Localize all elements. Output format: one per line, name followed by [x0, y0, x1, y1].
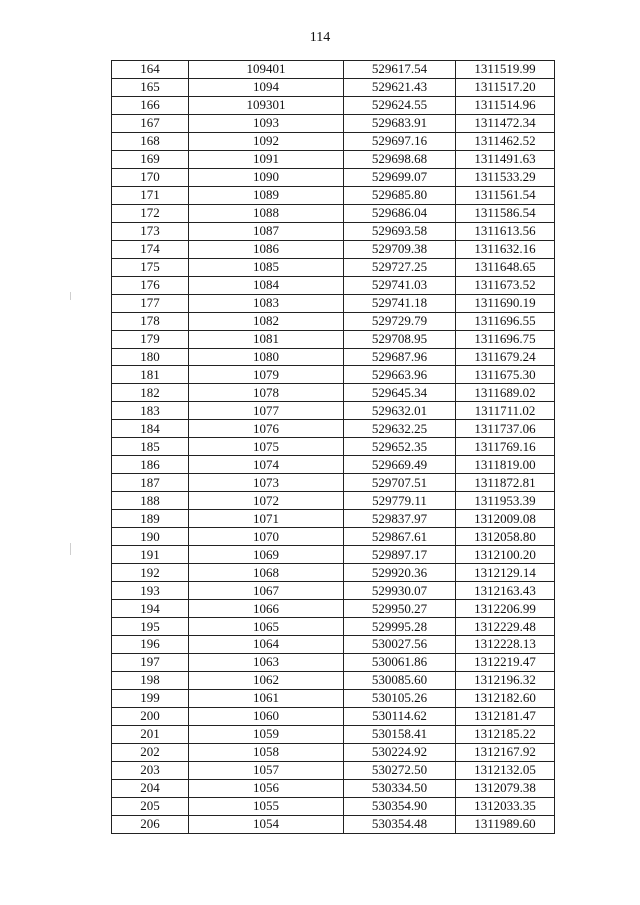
table-row — [112, 743, 555, 761]
point-id-cell: 1057 — [189, 761, 344, 779]
x-coordinate-cell: 529617.54 — [344, 61, 456, 79]
x-coordinate-cell: 529920.36 — [344, 564, 456, 582]
point-id-cell: 1055 — [189, 797, 344, 815]
row-number-cell: 169 — [112, 150, 189, 168]
x-coordinate-cell: 529685.80 — [344, 186, 456, 204]
y-coordinate-cell: 1311491.63 — [456, 150, 555, 168]
y-coordinate-cell: 1312129.14 — [456, 564, 555, 582]
table-row — [112, 61, 555, 79]
x-coordinate-cell: 530334.50 — [344, 779, 456, 797]
row-number-cell: 181 — [112, 366, 189, 384]
row-number-cell: 195 — [112, 618, 189, 636]
margin-mark — [70, 543, 71, 555]
x-coordinate-cell: 529693.58 — [344, 222, 456, 240]
row-number-cell: 182 — [112, 384, 189, 402]
point-id-cell: 1081 — [189, 330, 344, 348]
x-coordinate-cell: 530085.60 — [344, 671, 456, 689]
point-id-cell: 1074 — [189, 456, 344, 474]
table-row — [112, 312, 555, 330]
point-id-cell: 1075 — [189, 438, 344, 456]
y-coordinate-cell: 1311696.55 — [456, 312, 555, 330]
point-id-cell: 1089 — [189, 186, 344, 204]
table-row — [112, 564, 555, 582]
point-id-cell: 1090 — [189, 168, 344, 186]
coordinates-table — [111, 60, 555, 834]
row-number-cell: 197 — [112, 653, 189, 671]
table-row — [112, 294, 555, 312]
table-row — [112, 258, 555, 276]
x-coordinate-cell: 530224.92 — [344, 743, 456, 761]
y-coordinate-cell: 1311989.60 — [456, 815, 555, 833]
table-row — [112, 528, 555, 546]
y-coordinate-cell: 1312185.22 — [456, 725, 555, 743]
table-row — [112, 438, 555, 456]
x-coordinate-cell: 529699.07 — [344, 168, 456, 186]
point-id-cell: 1072 — [189, 492, 344, 510]
table-row — [112, 653, 555, 671]
x-coordinate-cell: 529698.68 — [344, 150, 456, 168]
row-number-cell: 205 — [112, 797, 189, 815]
x-coordinate-cell: 530158.41 — [344, 725, 456, 743]
y-coordinate-cell: 1312163.43 — [456, 582, 555, 600]
row-number-cell: 203 — [112, 761, 189, 779]
y-coordinate-cell: 1311519.99 — [456, 61, 555, 79]
y-coordinate-cell: 1312219.47 — [456, 653, 555, 671]
point-id-cell: 109301 — [189, 96, 344, 114]
x-coordinate-cell: 529837.97 — [344, 510, 456, 528]
row-number-cell: 168 — [112, 132, 189, 150]
y-coordinate-cell: 1312079.38 — [456, 779, 555, 797]
row-number-cell: 196 — [112, 636, 189, 654]
x-coordinate-cell: 530354.90 — [344, 797, 456, 815]
table-row — [112, 78, 555, 96]
x-coordinate-cell: 529645.34 — [344, 384, 456, 402]
row-number-cell: 172 — [112, 204, 189, 222]
y-coordinate-cell: 1311953.39 — [456, 492, 555, 510]
row-number-cell: 186 — [112, 456, 189, 474]
y-coordinate-cell: 1311586.54 — [456, 204, 555, 222]
row-number-cell: 175 — [112, 258, 189, 276]
row-number-cell: 179 — [112, 330, 189, 348]
row-number-cell: 189 — [112, 510, 189, 528]
table-row — [112, 474, 555, 492]
x-coordinate-cell: 529779.11 — [344, 492, 456, 510]
row-number-cell: 194 — [112, 600, 189, 618]
table-row — [112, 114, 555, 132]
row-number-cell: 190 — [112, 528, 189, 546]
row-number-cell: 165 — [112, 78, 189, 96]
point-id-cell: 1093 — [189, 114, 344, 132]
point-id-cell: 1058 — [189, 743, 344, 761]
point-id-cell: 1056 — [189, 779, 344, 797]
point-id-cell: 1094 — [189, 78, 344, 96]
point-id-cell: 1066 — [189, 600, 344, 618]
table-row — [112, 240, 555, 258]
table-row — [112, 797, 555, 815]
y-coordinate-cell: 1312196.32 — [456, 671, 555, 689]
point-id-cell: 1079 — [189, 366, 344, 384]
y-coordinate-cell: 1311711.02 — [456, 402, 555, 420]
point-id-cell: 1065 — [189, 618, 344, 636]
row-number-cell: 201 — [112, 725, 189, 743]
x-coordinate-cell: 529683.91 — [344, 114, 456, 132]
point-id-cell: 1076 — [189, 420, 344, 438]
y-coordinate-cell: 1311819.00 — [456, 456, 555, 474]
table-row — [112, 96, 555, 114]
table-row — [112, 689, 555, 707]
row-number-cell: 188 — [112, 492, 189, 510]
table-row — [112, 276, 555, 294]
x-coordinate-cell: 529867.61 — [344, 528, 456, 546]
point-id-cell: 1054 — [189, 815, 344, 833]
table-row — [112, 546, 555, 564]
row-number-cell: 167 — [112, 114, 189, 132]
y-coordinate-cell: 1311737.06 — [456, 420, 555, 438]
y-coordinate-cell: 1311769.16 — [456, 438, 555, 456]
row-number-cell: 206 — [112, 815, 189, 833]
point-id-cell: 1070 — [189, 528, 344, 546]
row-number-cell: 200 — [112, 707, 189, 725]
x-coordinate-cell: 529708.95 — [344, 330, 456, 348]
table-row — [112, 600, 555, 618]
y-coordinate-cell: 1311690.19 — [456, 294, 555, 312]
point-id-cell: 1061 — [189, 689, 344, 707]
table-row — [112, 186, 555, 204]
x-coordinate-cell: 529995.28 — [344, 618, 456, 636]
y-coordinate-cell: 1311679.24 — [456, 348, 555, 366]
table-row — [112, 725, 555, 743]
row-number-cell: 166 — [112, 96, 189, 114]
x-coordinate-cell: 529741.18 — [344, 294, 456, 312]
x-coordinate-cell: 529663.96 — [344, 366, 456, 384]
row-number-cell: 199 — [112, 689, 189, 707]
y-coordinate-cell: 1311696.75 — [456, 330, 555, 348]
y-coordinate-cell: 1311533.29 — [456, 168, 555, 186]
point-id-cell: 1068 — [189, 564, 344, 582]
row-number-cell: 164 — [112, 61, 189, 79]
row-number-cell: 174 — [112, 240, 189, 258]
x-coordinate-cell: 529624.55 — [344, 96, 456, 114]
y-coordinate-cell: 1311517.20 — [456, 78, 555, 96]
point-id-cell: 1071 — [189, 510, 344, 528]
point-id-cell: 1062 — [189, 671, 344, 689]
y-coordinate-cell: 1311648.65 — [456, 258, 555, 276]
row-number-cell: 176 — [112, 276, 189, 294]
row-number-cell: 178 — [112, 312, 189, 330]
point-id-cell: 1078 — [189, 384, 344, 402]
y-coordinate-cell: 1312229.48 — [456, 618, 555, 636]
y-coordinate-cell: 1311561.54 — [456, 186, 555, 204]
y-coordinate-cell: 1311462.52 — [456, 132, 555, 150]
table-row — [112, 456, 555, 474]
point-id-cell: 1059 — [189, 725, 344, 743]
point-id-cell: 1080 — [189, 348, 344, 366]
table-row — [112, 779, 555, 797]
point-id-cell: 1064 — [189, 636, 344, 654]
x-coordinate-cell: 530272.50 — [344, 761, 456, 779]
point-id-cell: 1087 — [189, 222, 344, 240]
y-coordinate-cell: 1311675.30 — [456, 366, 555, 384]
x-coordinate-cell: 530105.26 — [344, 689, 456, 707]
y-coordinate-cell: 1312206.99 — [456, 600, 555, 618]
coordinates-table-body — [112, 61, 555, 834]
row-number-cell: 185 — [112, 438, 189, 456]
table-row — [112, 492, 555, 510]
y-coordinate-cell: 1312167.92 — [456, 743, 555, 761]
y-coordinate-cell: 1312033.35 — [456, 797, 555, 815]
table-row — [112, 618, 555, 636]
table-row — [112, 348, 555, 366]
table-row — [112, 168, 555, 186]
x-coordinate-cell: 529652.35 — [344, 438, 456, 456]
point-id-cell: 1088 — [189, 204, 344, 222]
table-row — [112, 222, 555, 240]
y-coordinate-cell: 1312100.20 — [456, 546, 555, 564]
row-number-cell: 173 — [112, 222, 189, 240]
point-id-cell: 1082 — [189, 312, 344, 330]
table-row — [112, 402, 555, 420]
table-row — [112, 330, 555, 348]
x-coordinate-cell: 529727.25 — [344, 258, 456, 276]
point-id-cell: 1063 — [189, 653, 344, 671]
table-row — [112, 815, 555, 833]
y-coordinate-cell: 1311872.81 — [456, 474, 555, 492]
x-coordinate-cell: 529741.03 — [344, 276, 456, 294]
y-coordinate-cell: 1312228.13 — [456, 636, 555, 654]
x-coordinate-cell: 529709.38 — [344, 240, 456, 258]
point-id-cell: 1086 — [189, 240, 344, 258]
x-coordinate-cell: 529897.17 — [344, 546, 456, 564]
row-number-cell: 171 — [112, 186, 189, 204]
point-id-cell: 1069 — [189, 546, 344, 564]
point-id-cell: 1084 — [189, 276, 344, 294]
x-coordinate-cell: 530114.62 — [344, 707, 456, 725]
row-number-cell: 202 — [112, 743, 189, 761]
y-coordinate-cell: 1312181.47 — [456, 707, 555, 725]
margin-mark — [70, 292, 71, 300]
point-id-cell: 1060 — [189, 707, 344, 725]
y-coordinate-cell: 1311514.96 — [456, 96, 555, 114]
x-coordinate-cell: 529621.43 — [344, 78, 456, 96]
x-coordinate-cell: 529930.07 — [344, 582, 456, 600]
point-id-cell: 1085 — [189, 258, 344, 276]
x-coordinate-cell: 529669.49 — [344, 456, 456, 474]
x-coordinate-cell: 530354.48 — [344, 815, 456, 833]
point-id-cell: 1067 — [189, 582, 344, 600]
row-number-cell: 180 — [112, 348, 189, 366]
point-id-cell: 1073 — [189, 474, 344, 492]
y-coordinate-cell: 1311472.34 — [456, 114, 555, 132]
row-number-cell: 170 — [112, 168, 189, 186]
table-row — [112, 582, 555, 600]
y-coordinate-cell: 1312182.60 — [456, 689, 555, 707]
row-number-cell: 183 — [112, 402, 189, 420]
y-coordinate-cell: 1311689.02 — [456, 384, 555, 402]
page-number: 114 — [309, 30, 331, 45]
table-row — [112, 671, 555, 689]
x-coordinate-cell: 530061.86 — [344, 653, 456, 671]
row-number-cell: 198 — [112, 671, 189, 689]
table-row — [112, 510, 555, 528]
point-id-cell: 1083 — [189, 294, 344, 312]
row-number-cell: 204 — [112, 779, 189, 797]
x-coordinate-cell: 529950.27 — [344, 600, 456, 618]
x-coordinate-cell: 529686.04 — [344, 204, 456, 222]
x-coordinate-cell: 530027.56 — [344, 636, 456, 654]
x-coordinate-cell: 529632.01 — [344, 402, 456, 420]
point-id-cell: 109401 — [189, 61, 344, 79]
table-row — [112, 150, 555, 168]
table-row — [112, 761, 555, 779]
y-coordinate-cell: 1312058.80 — [456, 528, 555, 546]
y-coordinate-cell: 1312132.05 — [456, 761, 555, 779]
point-id-cell: 1092 — [189, 132, 344, 150]
y-coordinate-cell: 1311613.56 — [456, 222, 555, 240]
y-coordinate-cell: 1311632.16 — [456, 240, 555, 258]
table-row — [112, 384, 555, 402]
y-coordinate-cell: 1312009.08 — [456, 510, 555, 528]
table-row — [112, 707, 555, 725]
table-row — [112, 366, 555, 384]
point-id-cell: 1091 — [189, 150, 344, 168]
table-row — [112, 636, 555, 654]
x-coordinate-cell: 529707.51 — [344, 474, 456, 492]
row-number-cell: 177 — [112, 294, 189, 312]
table-row — [112, 204, 555, 222]
row-number-cell: 193 — [112, 582, 189, 600]
y-coordinate-cell: 1311673.52 — [456, 276, 555, 294]
x-coordinate-cell: 529632.25 — [344, 420, 456, 438]
point-id-cell: 1077 — [189, 402, 344, 420]
table-row — [112, 420, 555, 438]
table-row — [112, 132, 555, 150]
row-number-cell: 191 — [112, 546, 189, 564]
row-number-cell: 187 — [112, 474, 189, 492]
x-coordinate-cell: 529697.16 — [344, 132, 456, 150]
x-coordinate-cell: 529687.96 — [344, 348, 456, 366]
row-number-cell: 192 — [112, 564, 189, 582]
x-coordinate-cell: 529729.79 — [344, 312, 456, 330]
row-number-cell: 184 — [112, 420, 189, 438]
